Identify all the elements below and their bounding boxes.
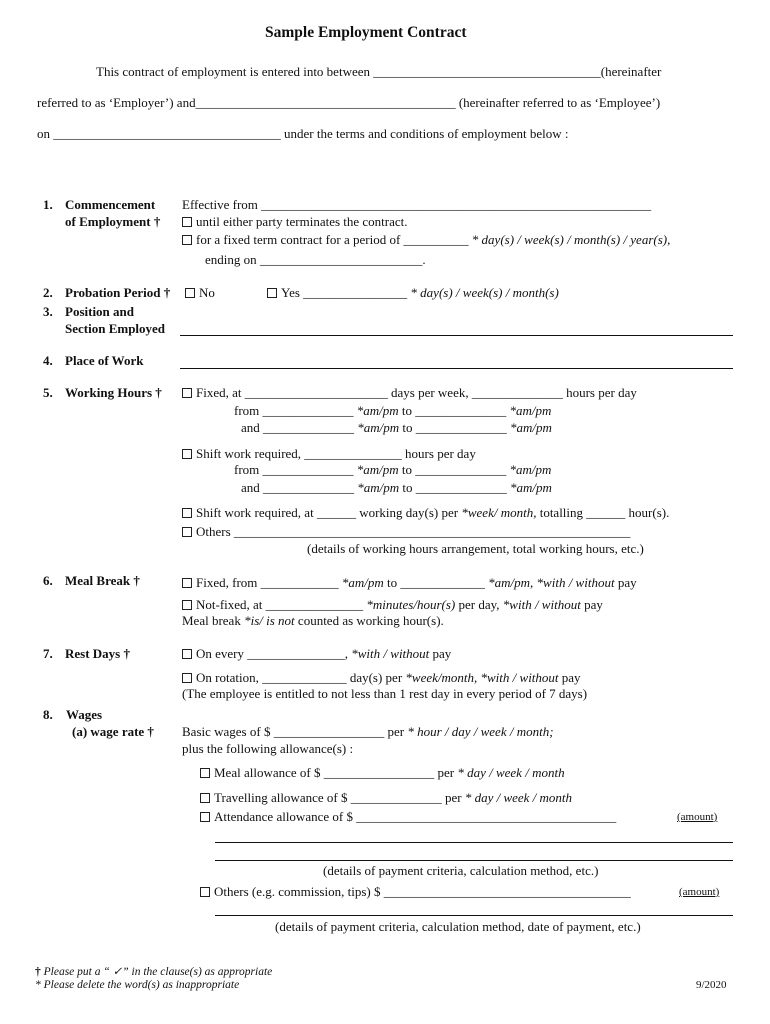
probation-yes-label: Yes ________________	[281, 285, 411, 300]
section-5-number: 5.	[43, 385, 53, 400]
shift-work-2	[182, 505, 669, 521]
others-amount-label: (amount)	[679, 886, 720, 898]
checkbox[interactable]	[182, 235, 192, 245]
checkbox[interactable]	[182, 449, 192, 459]
text: per day,	[455, 597, 503, 612]
section-2-number: 2.	[43, 285, 53, 300]
attendance-details-note: (details of payment criteria, calculation method, etc.)	[323, 863, 599, 878]
option-fixed-term	[182, 232, 670, 248]
text: from ______________	[234, 462, 357, 477]
text: to _____________	[383, 575, 489, 590]
others-details-line[interactable]	[215, 915, 733, 916]
meal-break-counted	[182, 613, 444, 629]
text: On rotation, _____________ day(s) per	[196, 670, 406, 685]
rest-day-rotation	[182, 670, 581, 686]
text: Attendance allowance of $ ________________________________________	[214, 809, 617, 824]
text: *minutes/hour(s)	[366, 597, 456, 612]
text: *am/pm	[341, 575, 384, 590]
effective-from: Effective from ____________________________________________________________	[182, 197, 652, 212]
text: *am/pm	[356, 462, 399, 477]
rest-day-note: (The employee is entitled to not less than 1 rest day in every period of 7 days)	[182, 686, 588, 701]
text: to ______________	[399, 480, 511, 495]
text: Others (e.g. commission, tips) $ ______________________________________	[214, 884, 631, 899]
section-4-number: 4.	[43, 353, 53, 368]
section-3-number: 3.	[43, 304, 53, 319]
text: *am/pm, *with / without	[488, 575, 615, 590]
section-1-label-line2: of Employment †	[65, 214, 161, 229]
checkbox[interactable]	[182, 508, 192, 518]
text: *am/pm	[357, 480, 400, 495]
working-hours-details-note: (details of working hours arrangement, total working hours, etc.)	[307, 541, 644, 556]
plus-allowances: plus the following allowance(s) :	[182, 741, 354, 756]
text: *week/ month,	[461, 505, 537, 520]
checkbox[interactable]	[182, 527, 192, 537]
others-details-note: (details of payment criteria, calculation method, date of payment, etc.)	[275, 919, 641, 934]
checkbox[interactable]	[182, 578, 192, 588]
wage-rate-label: (a) wage rate †	[72, 724, 154, 739]
text: totalling ______ hour(s).	[536, 505, 670, 520]
checkbox[interactable]	[185, 288, 195, 298]
fixed-and-line	[241, 420, 552, 436]
meal-allowance	[200, 765, 565, 781]
rest-day-every	[182, 646, 451, 662]
place-of-work-line[interactable]	[180, 368, 733, 369]
text: *with / without	[502, 597, 581, 612]
checkbox[interactable]	[200, 768, 210, 778]
text: *am/pm	[510, 480, 552, 495]
text: *with / without	[351, 646, 430, 661]
section-1-number: 1.	[43, 197, 53, 212]
text: and ______________	[241, 480, 358, 495]
attendance-allowance	[200, 809, 616, 825]
checkbox[interactable]	[200, 887, 210, 897]
section-7-number: 7.	[43, 646, 53, 661]
fixed-term-units: * day(s) / week(s) / month(s) / year(s),	[471, 232, 671, 247]
text: pay	[580, 597, 603, 612]
section-3-label-line2: Section Employed	[65, 321, 166, 336]
text: pay	[558, 670, 581, 685]
text: pay	[614, 575, 637, 590]
checkbox[interactable]	[182, 217, 192, 227]
working-hours-fixed-label: Fixed, at ______________________ days per week, ______________ hours per day	[196, 385, 637, 400]
checkbox[interactable]	[200, 793, 210, 803]
shift-from-line	[234, 462, 551, 478]
text: Shift work required, _______________ hours per day	[196, 446, 476, 461]
intro-line-2: referred to as ‘Employer’) and________________________________________ (hereinafter referred to as ‘Employee’)	[37, 95, 661, 110]
text: *am/pm	[509, 462, 552, 477]
shift-work-1	[182, 446, 476, 462]
text: pay	[429, 646, 452, 661]
fixed-from-line	[234, 403, 551, 419]
dagger-mark: †	[35, 966, 41, 978]
section-5-label: Working Hours †	[65, 385, 162, 400]
text: Travelling allowance of $ ______________ per	[214, 790, 465, 805]
footnote-tick-text: Please put a “ ✓” in the clause(s) as appropriate	[40, 966, 273, 978]
section-1-label-line1: Commencement	[65, 197, 156, 212]
text: Not-fixed, at _______________	[196, 597, 367, 612]
text: *am/pm	[357, 420, 400, 435]
probation-no-label: No	[199, 285, 215, 300]
text: *am/pm	[509, 403, 552, 418]
position-field-line[interactable]	[180, 335, 733, 336]
section-2-label: Probation Period †	[65, 285, 171, 300]
checkbox[interactable]	[182, 649, 192, 659]
section-3-label-line1: Position and	[65, 304, 134, 319]
text: counted as working hour(s).	[294, 613, 444, 628]
text: Fixed, from ____________	[196, 575, 342, 590]
ending-on: ending on _________________________.	[205, 252, 426, 267]
text: Meal allowance of $ _________________ per	[214, 765, 458, 780]
text: Others _____________________________________________________________	[196, 524, 631, 539]
working-hours-others	[182, 524, 630, 540]
option-until-terminated-label: until either party terminates the contract.	[196, 214, 408, 229]
others-allowance	[200, 884, 631, 900]
checkbox[interactable]	[267, 288, 277, 298]
shift-and-line	[241, 480, 552, 496]
text: Meal break	[182, 613, 245, 628]
checkbox[interactable]	[200, 812, 210, 822]
section-6-number: 6.	[43, 573, 53, 588]
text: * day / week / month	[457, 765, 565, 780]
probation-no	[185, 285, 215, 301]
text: to ______________	[398, 403, 510, 418]
text: to ______________	[398, 462, 510, 477]
text: *am/pm	[510, 420, 552, 435]
intro-line-1: This contract of employment is entered into between ___________________________________(hereinafter	[96, 64, 662, 79]
meal-break-fixed	[182, 575, 637, 591]
text: from ______________	[234, 403, 357, 418]
checkbox[interactable]	[182, 388, 192, 398]
probation-yes	[267, 285, 559, 301]
footnote-delete: * Please delete the word(s) as inappropriate	[35, 979, 240, 991]
text: On every _______________,	[196, 646, 352, 661]
section-8-number: 8.	[43, 707, 53, 722]
option-until-terminated	[182, 214, 408, 230]
checkbox[interactable]	[182, 600, 192, 610]
text: * day / week / month	[464, 790, 573, 805]
attendance-details-line-2[interactable]	[215, 860, 733, 861]
section-4-label: Place of Work	[65, 353, 144, 368]
working-hours-fixed	[182, 385, 637, 401]
page-title: Sample Employment Contract	[265, 24, 467, 41]
travelling-allowance	[200, 790, 572, 806]
footnote-tick	[35, 964, 272, 978]
section-8-label: Wages	[66, 707, 103, 722]
text: * hour / day / week / month;	[407, 724, 554, 739]
text: Shift work required, at ______ working day(s) per	[196, 505, 462, 520]
text: to ______________	[399, 420, 511, 435]
intro-line-3: on ___________________________________ under the terms and conditions of employment below :	[37, 126, 569, 141]
version-date: 9/2020	[696, 979, 727, 991]
checkbox[interactable]	[182, 673, 192, 683]
fixed-term-label: for a fixed term contract for a period of __________	[196, 232, 472, 247]
section-7-label: Rest Days †	[65, 646, 130, 661]
section-6-label: Meal Break †	[65, 573, 140, 588]
attendance-details-line-1[interactable]	[215, 842, 733, 843]
basic-wages	[182, 724, 554, 740]
text: *is/ is not	[244, 613, 295, 628]
meal-break-not-fixed	[182, 597, 603, 613]
attendance-amount-label: (amount)	[677, 811, 718, 823]
text: *am/pm	[356, 403, 399, 418]
text: Basic wages of $ _________________ per	[182, 724, 408, 739]
text: *week/month, *with / without	[405, 670, 559, 685]
text: and ______________	[241, 420, 358, 435]
probation-units: * day(s) / week(s) / month(s)	[410, 285, 559, 300]
